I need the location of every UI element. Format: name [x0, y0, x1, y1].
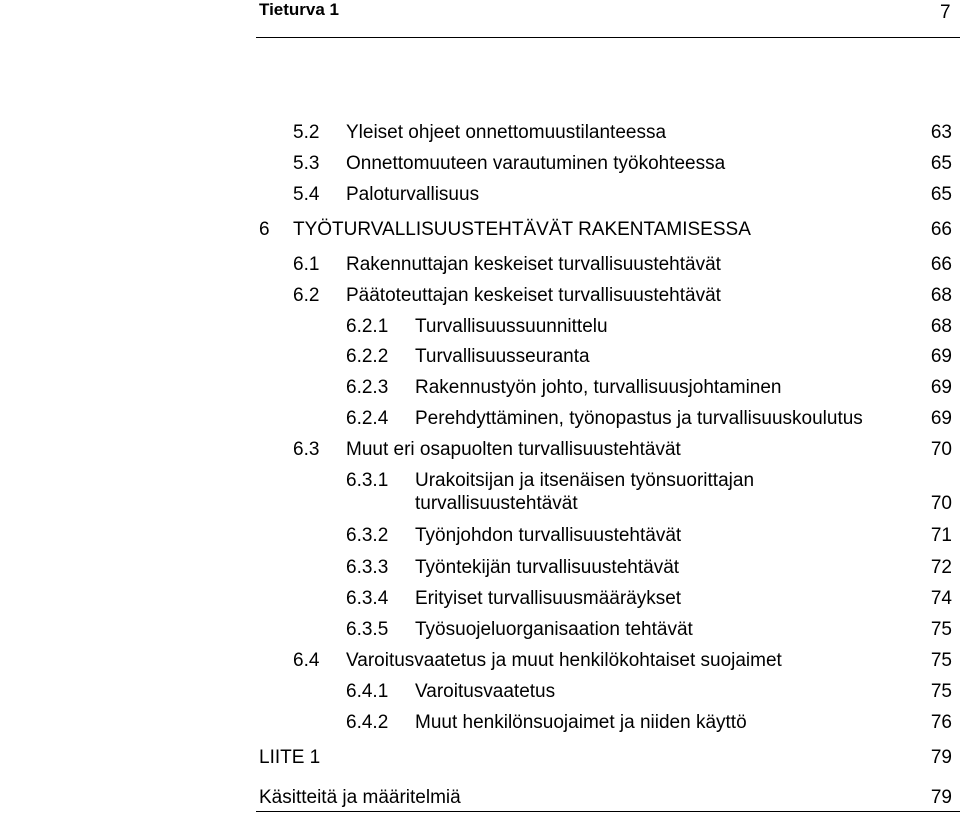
toc-entry-title: turvallisuustehtävät	[415, 493, 578, 514]
toc-entry-title: Muut eri osapuolten turvallisuustehtävät	[346, 439, 681, 460]
toc-entry-page: 65	[930, 153, 952, 174]
toc-entry-number: 6	[259, 219, 270, 240]
toc-entry-title: Varoitusvaatetus ja muut henkilökohtaiset suojaimet	[346, 650, 782, 671]
toc-entry-title: Päätoteuttajan keskeiset turvallisuustehtävät	[346, 285, 721, 306]
toc-entry-page: 72	[930, 557, 952, 578]
toc-subentry[interactable]	[0, 315, 960, 339]
toc-entry-number: 5.2	[293, 122, 320, 143]
toc-entry[interactable]	[0, 121, 960, 145]
toc-entry-number: 6.4.2	[346, 712, 389, 733]
toc-entry-page: 65	[930, 184, 952, 205]
toc-entry-title: Yleiset ohjeet onnettomuustilanteessa	[346, 122, 667, 143]
toc-entry-number: 6.3.1	[346, 470, 389, 491]
toc-subentry[interactable]	[0, 680, 960, 704]
toc-subentry[interactable]	[0, 469, 960, 493]
toc-appendix-entry[interactable]	[0, 746, 960, 770]
toc-entry-page: 79	[930, 787, 952, 808]
toc-subentry[interactable]	[0, 556, 960, 580]
header-title: Tieturva 1	[259, 0, 340, 19]
toc-entry-title: Työsuojeluorganisaation tehtävät	[415, 619, 693, 640]
toc-subentry[interactable]	[0, 587, 960, 611]
toc-entry-number: 6.3.2	[346, 525, 389, 546]
toc-subentry[interactable]	[0, 345, 960, 369]
toc-entry[interactable]	[0, 438, 960, 462]
toc-entry-page: 68	[930, 285, 952, 306]
toc-entry-title: Muut henkilönsuojaimet ja niiden käyttö	[415, 712, 747, 733]
toc-entry-page: 66	[930, 219, 952, 240]
toc-entry-page: 76	[930, 712, 952, 733]
toc-subentry[interactable]	[0, 711, 960, 735]
toc-entry-number: 6.3.5	[346, 619, 389, 640]
toc-subentry-continuation[interactable]	[0, 492, 960, 516]
toc-subentry[interactable]	[0, 407, 960, 431]
toc-entry-page: 63	[930, 122, 952, 143]
toc-subentry[interactable]	[0, 376, 960, 400]
toc-entry-title: Työntekijän turvallisuustehtävät	[415, 557, 680, 578]
toc-entry-page: 79	[930, 747, 952, 768]
toc-entry-title: Perehdyttäminen, työnopastus ja turvallisuuskoulutus	[415, 408, 863, 429]
toc-subentry[interactable]	[0, 524, 960, 548]
toc-entry-title: Erityiset turvallisuusmääräykset	[415, 588, 682, 609]
toc-entry-title: Paloturvallisuus	[346, 184, 480, 205]
toc-entry-number: 6.3.3	[346, 557, 389, 578]
toc-entry-number: 6.2	[293, 285, 320, 306]
toc-entry-title: Käsitteitä ja määritelmiä	[259, 787, 461, 808]
header-page-number: 7	[940, 2, 951, 23]
toc-entry-page: 69	[930, 408, 952, 429]
toc-entry-number: 6.3.4	[346, 588, 389, 609]
bottom-divider	[256, 811, 960, 812]
toc-entry-title: TYÖTURVALLISUUSTEHTÄVÄT RAKENTAMISESSA	[293, 219, 751, 240]
toc-entry-number: 5.3	[293, 153, 320, 174]
toc-glossary-entry[interactable]	[0, 786, 960, 810]
toc-entry-number: 6.1	[293, 254, 320, 275]
header-divider	[256, 37, 960, 38]
toc-entry-number: 6.2.4	[346, 408, 389, 429]
toc-entry-number: 6.3	[293, 439, 320, 460]
toc-entry-page: 74	[930, 588, 952, 609]
toc-entry-title: LIITE 1	[259, 747, 321, 768]
toc-entry-title: Turvallisuussuunnittelu	[415, 316, 608, 337]
toc-entry-page: 69	[930, 377, 952, 398]
toc-entry-page: 70	[930, 493, 952, 514]
toc-entry-page: 75	[930, 650, 952, 671]
toc-entry-number: 6.2.3	[346, 377, 389, 398]
toc-entry[interactable]	[0, 649, 960, 673]
toc-entry-number: 6.4.1	[346, 681, 389, 702]
toc-entry[interactable]	[0, 253, 960, 277]
toc-entry-number: 6.4	[293, 650, 320, 671]
toc-entry-title: Onnettomuuteen varautuminen työkohteessa	[346, 153, 726, 174]
toc-entry-title: Työnjohdon turvallisuustehtävät	[415, 525, 682, 546]
toc-entry[interactable]	[0, 183, 960, 207]
toc-entry-number: 6.2.2	[346, 346, 389, 367]
toc-entry-title: Rakennuttajan keskeiset turvallisuustehtävät	[346, 254, 721, 275]
toc-entry-page: 71	[930, 525, 952, 546]
toc-entry[interactable]	[0, 152, 960, 176]
toc-entry-page: 75	[930, 681, 952, 702]
toc-entry-title: Urakoitsijan ja itsenäisen työnsuorittajan	[415, 470, 755, 491]
toc-entry-title: Varoitusvaatetus	[415, 681, 556, 702]
toc-entry-page: 70	[930, 439, 952, 460]
toc-chapter-entry[interactable]	[0, 218, 960, 242]
toc-entry-page: 69	[930, 346, 952, 367]
toc-entry-page: 66	[930, 254, 952, 275]
toc-entry-page: 68	[930, 316, 952, 337]
toc-entry[interactable]	[0, 284, 960, 308]
toc-entry-number: 5.4	[293, 184, 320, 205]
toc-entry-title: Rakennustyön johto, turvallisuusjohtaminen	[415, 377, 782, 398]
toc-entry-page: 75	[930, 619, 952, 640]
toc-entry-number: 6.2.1	[346, 316, 389, 337]
toc-entry-title: Turvallisuusseuranta	[415, 346, 590, 367]
toc-subentry[interactable]	[0, 618, 960, 642]
